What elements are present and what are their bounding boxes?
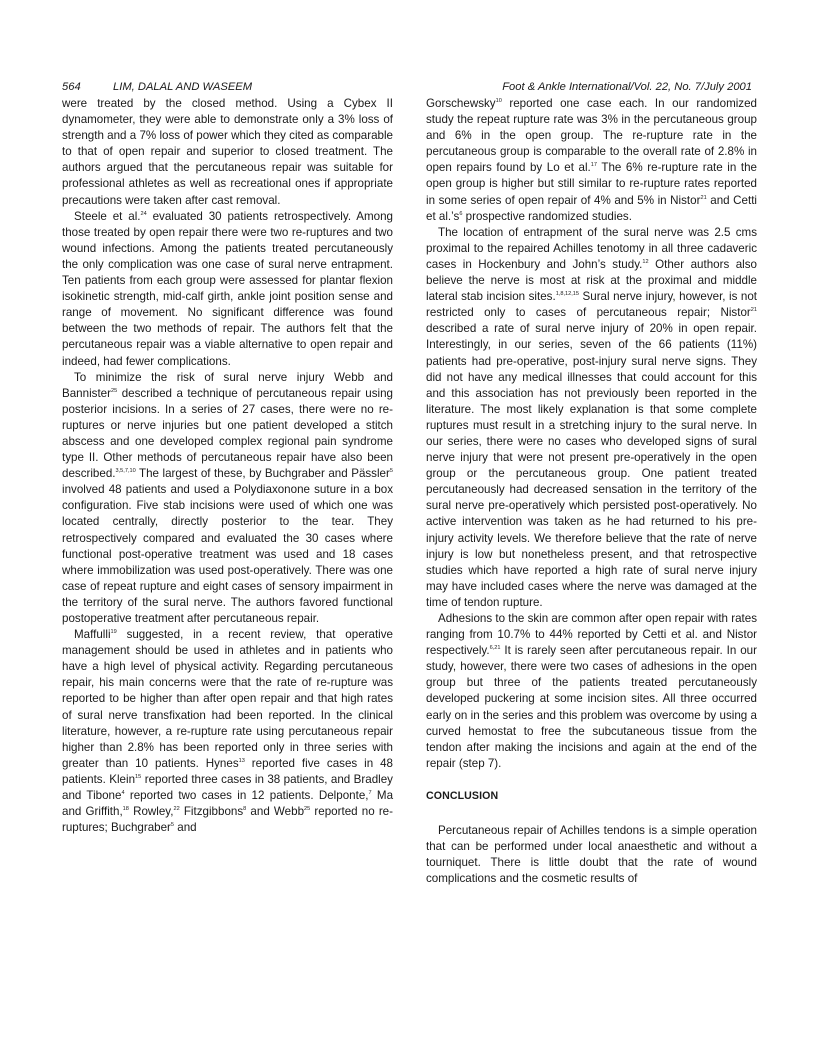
paragraph-conclusion: Percutaneous repair of Achilles tendons is a simple operation that can be performed under local anaesthetic and without a tourniquet. There is little doubt that the rate of wound complications and the cosmetic results of xyxy=(426,823,757,886)
text-run: and Cetti et al.’s xyxy=(426,193,757,223)
text-run: described a technique of percutaneous repair using posterior incisions. In a series of 27 cases, there were no re-ruptures or nerve injuries but one patient developed a stitch abscess and one developed complex regional pain syndrome type II. Other methods of percutaneous repair have also been described. xyxy=(62,386,393,481)
text-run: Gorschewsky xyxy=(426,97,496,110)
text-run: involved 48 patients and used a Polydiaxonone suture in a box configuration. Five stab incisions were used of which one was located centrally, directly posterior to the tear. They retrospectively compared and evaluated the 30 cases where functional post-operative treatment was used and 18 cases where immobilization was used post-operatively. There was one case of repeat rupture and eight cases of sensory impairment in the territory of the sural nerve. The authors favored functional postoperative treatment after percutaneous repair. xyxy=(62,483,393,625)
text-run: Steele et al. xyxy=(74,209,141,223)
text-run: Sural nerve injury, however, is not restricted only to cases of percutaneous repair; Nistor xyxy=(426,290,757,320)
right-column xyxy=(426,96,757,887)
running-head xyxy=(62,79,752,95)
citation: 25 xyxy=(304,806,311,813)
citation: 3,5,7,10 xyxy=(115,468,136,475)
citation: 12 xyxy=(642,258,649,265)
citation: 4 xyxy=(121,790,125,797)
citation: 5 xyxy=(170,822,175,829)
citation: 5 xyxy=(389,468,393,475)
text-run: Rowley, xyxy=(128,805,174,819)
citation: 17 xyxy=(590,162,597,169)
text-run: reported no re-ruptures; Buchgraber xyxy=(62,805,393,835)
text-run: evaluated 30 patients retrospectively. Among those treated by open repair there were two re-ruptures and two wound infections. Among the patients treated percutaneously the only complication was one case of sural nerve entrapment. Ten patients from each group were assessed for plantar flexion isokinetic strength, mid-calf girth, ankle joint position sense and range of movement. No significant difference was found between the two methods of repair. The authors felt that the percutaneous repair was a viable alternative to open repair and indeed, had fewer complications. xyxy=(62,209,393,368)
citation: 8 xyxy=(243,806,247,813)
citation: 10 xyxy=(495,98,502,104)
running-head-journal: Foot & Ankle International/Vol. 22, No. 7/July 2001 xyxy=(502,81,752,93)
text-run: reported one case each. In our randomized study the repeat rupture rate was 3% in the percutaneous group and 6% in the open group. The re-rupture rate in the percutaneous group is comparable to the overall rate of 2.8% in open repairs found by Lo et al. xyxy=(426,97,757,175)
paragraph-maffulli xyxy=(62,627,393,836)
section-heading-conclusion: CONCLUSION xyxy=(426,789,499,802)
text-run: It is rarely seen after percutaneous repair. In our study, however, there were two cases of adhesions in the open group but three of the patients treated percutaneously developed puckering at some incision sites. All three occurred early on in the series and this problem was overcome by using a curved hemostat to free the subcutaneous tissue from the tendon after making the incisions and again at the end of the repair (step 7). xyxy=(426,644,757,770)
text-run: reported three cases in 38 patients, and Bradley and Tibone xyxy=(62,772,393,803)
text-run: Fitzgibbons xyxy=(179,805,244,819)
citation: 21 xyxy=(700,194,707,201)
paragraph-rerupture-rates xyxy=(426,96,757,225)
text-run: reported two cases in 12 patients. Delponte, xyxy=(124,789,369,803)
citation: 21 xyxy=(750,307,757,314)
text-run: Other authors also believe the nerve is most at risk at the proximal and middle lateral stab incision sites. xyxy=(426,257,758,304)
citation: 15 xyxy=(135,773,142,780)
paragraph-sural-nerve xyxy=(426,225,757,611)
text-run: Maffulli xyxy=(74,628,111,642)
text-run: The 6% re-rupture rate in the open group is higher but still similar to re-rupture rates reported in some series of open repair of 4% and 5% in Nistor xyxy=(426,161,758,207)
text-run: Adhesions to the skin are common after open repair with rates ranging from 10.7% to 44% reported by Cetti et al. and Nistor respectively. xyxy=(426,612,757,658)
left-column xyxy=(62,96,393,836)
paragraph-adhesions xyxy=(426,611,757,772)
citation: 13 xyxy=(238,757,245,764)
paragraph-steele xyxy=(62,209,393,370)
text-run: The largest of these, by Buchgraber and Pässler xyxy=(135,467,390,481)
text-run: reported five cases in 48 patients. Klein xyxy=(62,756,393,786)
citation: 6,21 xyxy=(489,645,501,652)
citation: 7 xyxy=(368,790,372,797)
page-number: 564 xyxy=(62,81,81,93)
text-run: and Webb xyxy=(246,805,305,819)
citation: 1,8,12,15 xyxy=(555,291,580,298)
text-run: suggested, in a recent review, that operative management should be used in athletes and in patients who have a high level of physical activity. Regarding percutaneous repair, his main concerns were that the rate of re-rupture was reported to be higher than after open repair and that high rates of sural nerve transfixation had been reported. In the clinical literature, however, a re-rupture rate using percutaneous repair higher than 2.8% has been reported only in three series with greater than 10 patients. Hynes xyxy=(62,628,393,770)
text-run: described a rate of sural nerve injury of 20% in open repair. Interestingly, in our series, seven of the 66 patients (11%) patients had pre-operative, post-injury sural nerve signs. They did not have any medical illnesses that could account for this and this association has not previously been reported in the literature. The most likely explanation is that some complete ruptures must result in a stretching injury to the sural nerve. In our series, there were no cases who developed signs of sural nerve injury that were not present pre-operatively in the open group or the percutaneous group. One patient treated percutaneously had decreased sensation in the territory of the sural nerve pre-operatively which persisted post-operatively. No active intervention was taken as he had returned to his pre-injury activity levels. We therefore believe that the rate of nerve injury is low but nonetheless present, and that retrospective studies which have reported a high rate of sural nerve injury may have included cases where the nerve was damaged at the time of tendon rupture. xyxy=(426,322,757,609)
citation: 22 xyxy=(173,806,180,813)
text-run: To minimize the risk of sural nerve injury Webb and Bannister xyxy=(62,370,393,400)
text-run: prospective randomized studies. xyxy=(462,209,632,223)
citation: 24 xyxy=(140,210,147,217)
running-head-authors: LIM, DALAL AND WASEEM xyxy=(113,81,253,93)
text-run: The location of entrapment of the sural nerve was 2.5 cms proximal to the repaired Achilles tenotomy in all three cadaveric cases in Hockenbury and John’s study. xyxy=(426,225,757,271)
citation: 6 xyxy=(459,210,463,217)
citation: 19 xyxy=(110,629,117,636)
paragraph-closed-method: were treated by the closed method. Using a Cybex II dynamometer, they were able to demonstrate only a 3% loss of strength and a 7% loss of power which they cited as comparable to that of open repair and superior to closed treatment. The authors argued that the percutaneous repair was suitable for professional athletes as well as recreational ones if appropriate precautions were taken after cast removal. xyxy=(62,97,393,207)
citation: 25 xyxy=(110,387,118,394)
paragraph-webb-bannister xyxy=(62,370,393,628)
citation: 18 xyxy=(122,806,129,813)
text-run: Ma and Griffith, xyxy=(62,789,394,819)
text-run: and xyxy=(174,821,197,835)
